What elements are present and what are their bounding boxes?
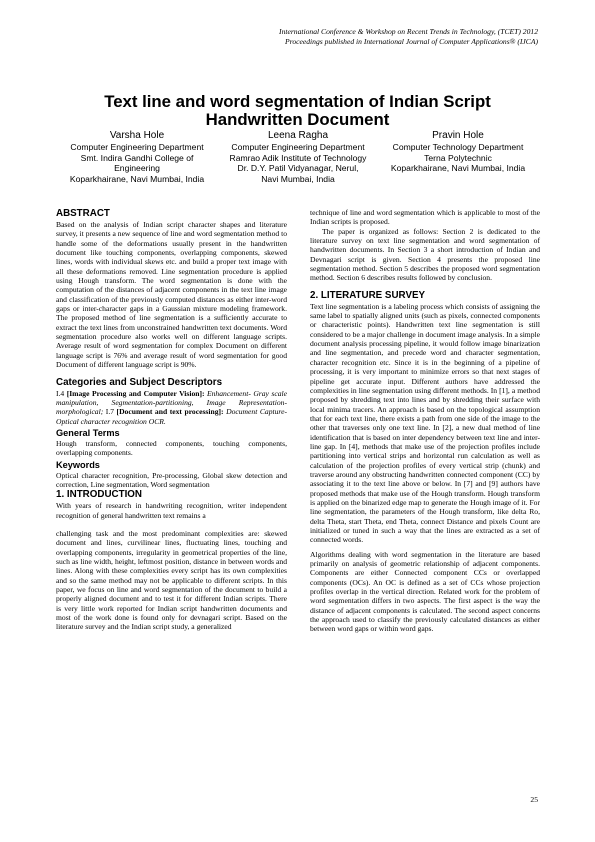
author-affiliation-line: Smt. Indira Gandhi College of — [80, 152, 194, 163]
category-descriptors: Document Capture-Optical character recognition OCR. — [56, 407, 287, 426]
running-header-proceedings: Proceedings published in International Journal of Computer Applications® (IJCA) — [285, 37, 538, 46]
left-column — [56, 208, 287, 632]
author-affiliation-line: Dr. D.Y. Patil Vidyanagar, Nerul, — [237, 163, 359, 173]
keywords-heading: Keywords — [56, 459, 100, 470]
general-terms-heading: General Terms — [56, 427, 120, 438]
category-code: I.4 — [56, 388, 67, 398]
author-name: Varsha Hole — [109, 130, 165, 141]
general-terms-text: Hough transform, connected components, touching components, overlapping components. — [56, 438, 287, 458]
abstract-text: Based on the analysis of Indian script character shapes and literature survey, it presents a new sequence of line and word segmentation method to handle some of the deformations usually present in the handwritten document like touching components, overlapping components, skewed lines, words with individual skews etc. and build a proper text image with all these deformations removed. Line segmentation procedure is applied using Hough transform. The word segmentation is done with the computation of the distances of adjacent components in the text line image and classification of the previously computed distances as either inter-word gaps or inter-character gaps in a Gaussian mixture modeling framework. The proposed method of line segmentation is a sufficiently accurate to extract the text lines from unconstrained handwritten text documents. Word segmentation procedure also works well on different language scripts. Average result of word segmentation for complex Document on different language script is 76% and average result of word segmentation for good Document of different language script is 90%. — [56, 220, 287, 370]
author-affiliation-line: Koparkhairane, Navi Mumbai, India — [390, 163, 526, 173]
author-affiliation-line: Ramrao Adik Institute of Technology — [229, 152, 367, 163]
categories-heading: Categories and Subject Descriptors — [56, 376, 223, 388]
introduction-paragraph: The paper is organized as follows: Section 2 is dedicated to the literature survey on text line segmentation and word segmentation of handwritten documents. In Section 3 a short introduction of Indian and Devnagari script is given. Section 4 presents the proposed line segmentation method. Section 5 describes the proposed word segmentation method. Section 6 describes results followed by conclusion. — [310, 226, 540, 283]
category-descriptors: Enhancement- Gray scale manipulation, Segmentation-partitioning, Image Representation-morphological; — [56, 388, 287, 417]
introduction-heading: 1. INTRODUCTION — [56, 489, 142, 501]
right-column — [310, 208, 540, 634]
author-affiliation-line: Computer Technology Department — [392, 142, 524, 152]
author-block-1 — [52, 130, 222, 184]
author-affiliation-line: Computer Engineering Department — [70, 142, 204, 152]
literature-survey-paragraph: Text line segmentation is a labeling process which consists of assigning the same label to spatially aligned units (such as pixels, connected components or characteristic points). Handwritten text line segmentation is still considered to be a major challenge in document image analysis. In a simple document analysis processing pipeline, it would follow image binarization and line segmentation, and precede word and character segmentation, character recognition etc. Since it is in the beginning of a pipeline of processing, it is very important to minimize errors so that next stages of pipeline get accurate input. Different authors have addressed the complexities in line segmentation using different methods. In [1], a method proposed by shredding text into lines and by shredding their surface with local minima tracers. An approach is based on the topological assumption that for each text line, there exists a path from one side of the image to the other that traverses only one text line. In [2], a new dual method of line identification that is based on inter dependency between text line and inter-line gap. In [4], methods that make use of the projection profiles include partitioning into vertical strips and horizontal run calculation as well as calculation of the projection profiles of every vertical strip (chunk) and traverse around any obstructing handwritten connected component (CC) by associating it to the text line above or below. In [7] and [9] authors have proposed methods that make use of the Hough transform. Hough transform is applied on the binarized edge map to generate the Hough image of it. For line segmentation, the parameters of the Hough transform, like delta Ro, delta Theta, start Theta, end Theta, connect Distance and pixels Count are initialized or tuned in such a way that the lines are extracted as a set of connected words. — [310, 301, 540, 545]
author-affiliation-line: Navi Mumbai, India — [261, 173, 335, 184]
abstract-heading: ABSTRACT — [56, 208, 110, 219]
author-affiliation-line: Computer Engineering Department — [231, 142, 365, 152]
category-label: [Image Processing and Computer Vision]: — [66, 388, 207, 398]
author-affiliation-line: Koparkhairane, Navi Mumbai, India — [69, 173, 205, 184]
author-name: Leena Ragha — [267, 130, 329, 141]
keywords-text: Optical character recognition, Pre-processing, Global skew detection and correction, Line segmentation, Word segmentation — [56, 470, 287, 489]
introduction-paragraph: technique of line and word segmentation which is applicable to most of the Indian scripts is proposed. — [310, 208, 540, 227]
paper-title-line2: Handwritten Document — [205, 110, 390, 129]
introduction-paragraph: challenging task and the most predominant complexities are: skewed document and lines, curvilinear lines, fluctuating lines, touching and overlapping components, irregularity in geometrical properties of the line, such as line width, height, leftmost position, distance in between words and lines. Along with these complexities every script has its own complexities and so the same method may not be applicable to different scripts. In this paper, we focus on line and word segmentation of the document to build a properly aligned document and to test it for different Indian scripts. There is very little work reported for Indian script handwritten documents and most of the work done is found only for devnagari script. Based on the literature survey and the Indian script study, a generalized — [56, 528, 287, 632]
introduction-paragraph: With years of research in handwriting recognition, writer independent recognition of general handwritten text remains a — [56, 501, 287, 520]
author-affiliation-line: Terna Polytechnic — [424, 152, 492, 163]
author-block-2 — [212, 130, 384, 184]
literature-survey-heading: 2. LITERATURE SURVEY — [310, 289, 426, 301]
categories-text — [56, 389, 287, 426]
author-block-3 — [378, 130, 538, 174]
page-number: 25 — [530, 795, 538, 804]
category-code: I.7 — [103, 407, 117, 417]
running-header-conference: International Conference & Workshop on Recent Trends in Technology, (TCET) 2012 — [279, 27, 538, 36]
author-name: Pravin Hole — [432, 130, 484, 141]
paper-title-line1: Text line and word segmentation of Indian Script — [104, 92, 491, 111]
category-label: [Document and text processing]: — [116, 407, 227, 417]
literature-survey-paragraph: Algorithms dealing with word segmentation in the literature are based primarily on analysis of geometric relationship of adjacent components. Components are either Connected component CCs or overlapped components (OCs). An OC is defined as a set of CCs whose projection profiles overlap in the vertical direction. Related work for the problem of word segmentation differs in two aspects. The first aspect is the way the distance of adjacent components is calculated. The second aspect concerns the approach used to classify the previously calculated distances as either between word gaps or within word gaps. — [310, 549, 540, 634]
author-affiliation-line: Engineering — [114, 163, 160, 173]
